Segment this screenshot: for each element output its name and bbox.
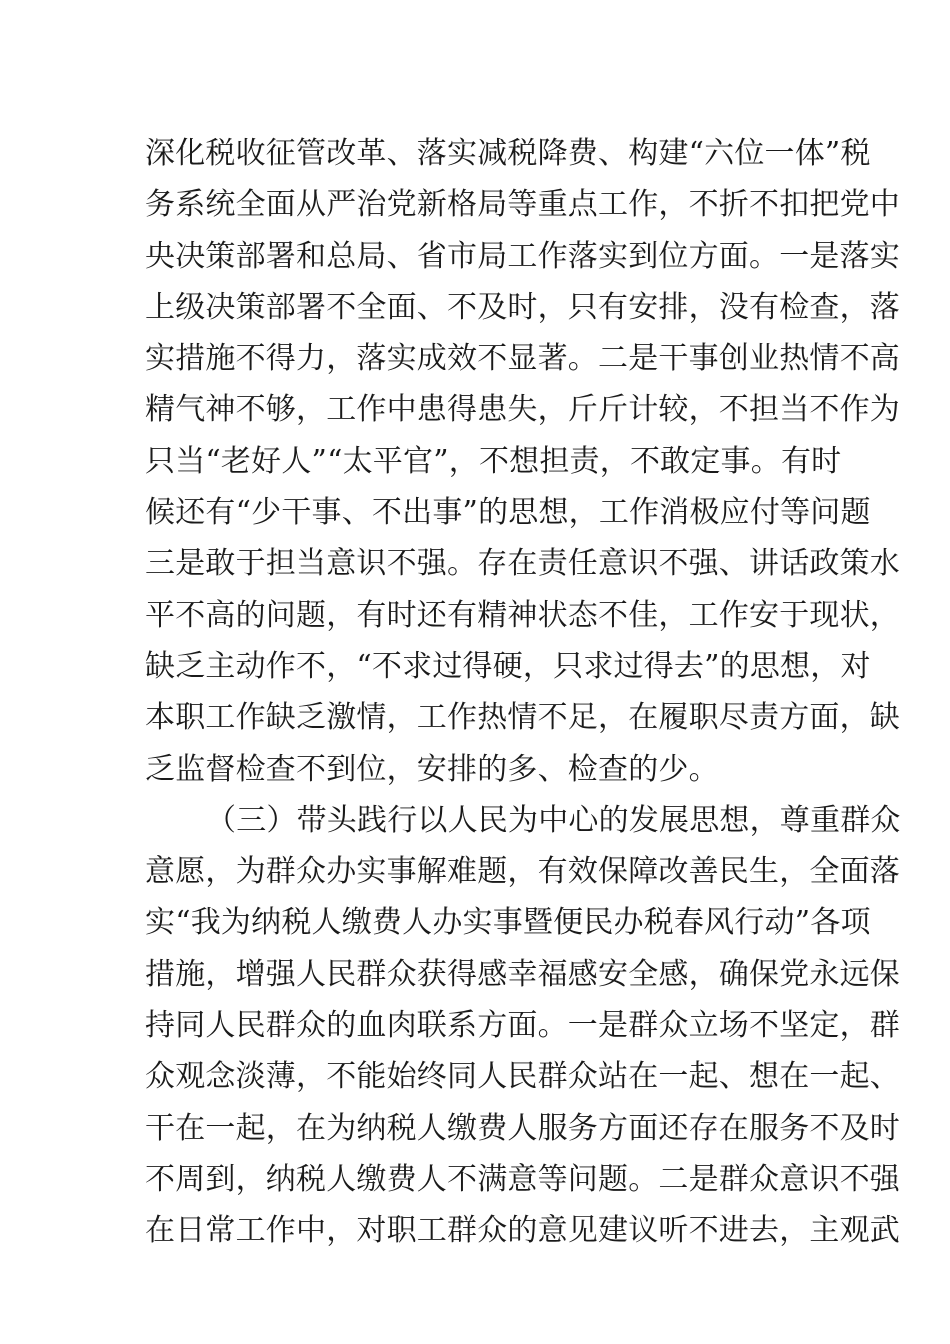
text-line: 务系统全面从严治党新格局等重点工作，不折不扣把党中 <box>145 187 900 223</box>
text-line: 乏监督检查不到位，安排的多、检查的少。 <box>145 751 719 787</box>
text-line: 在日常工作中，对职工群众的意见建议听不进去，主观武 <box>145 1213 900 1249</box>
text-line: 干在一起，在为纳税人缴费人服务方面还存在服务不及时 <box>145 1110 900 1146</box>
text-line: 精气神不够，工作中患得患失，斤斤计较，不担当不作为 <box>145 392 900 428</box>
text-line: 不周到，纳税人缴费人不满意等问题。二是群众意识不强 <box>145 1161 900 1197</box>
section-heading-line: （三）带头践行以人民为中心的发展思想，尊重群众 <box>206 802 901 838</box>
text-line: 央决策部署和总局、省市局工作落实到位方面。一是落实 <box>145 238 900 274</box>
text-line: 实措施不得力，落实成效不显著。二是干事创业热情不高 <box>145 341 900 377</box>
text-line: 实“我为纳税人缴费人办实事暨便民办税春风行动”各项 <box>145 905 871 941</box>
text-line: 众观念淡薄，不能始终同人民群众站在一起、想在一起、 <box>145 1059 900 1095</box>
text-line: 只当“老好人”“太平官”，不想担责，不敢定事。有时 <box>145 443 842 479</box>
text-line: 缺乏主动作不，“不求过得硬，只求过得去”的思想，对 <box>145 648 871 684</box>
text-line: 措施，增强人民群众获得感幸福感安全感，确保党永远保 <box>145 956 900 992</box>
text-line: 持同人民群众的血肉联系方面。一是群众立场不坚定，群 <box>145 1008 900 1044</box>
text-line: 意愿，为群众办实事解难题，有效保障改善民生，全面落 <box>145 854 900 890</box>
text-line: 上级决策部署不全面、不及时，只有安排，没有检查，落 <box>145 289 900 325</box>
text-line: 平不高的问题，有时还有精神状态不佳，工作安于现状， <box>145 597 900 633</box>
text-line: 三是敢于担当意识不强。存在责任意识不强、讲话政策水 <box>145 546 900 582</box>
text-line: 候还有“少干事、不出事”的思想，工作消极应付等问题 <box>145 495 871 531</box>
text-line: 深化税收征管改革、落实减税降费、构建“六位一体”税 <box>145 136 871 171</box>
body-text <box>145 128 901 1257</box>
text-line: 本职工作缺乏激情，工作热情不足，在履职尽责方面，缺 <box>145 700 900 736</box>
